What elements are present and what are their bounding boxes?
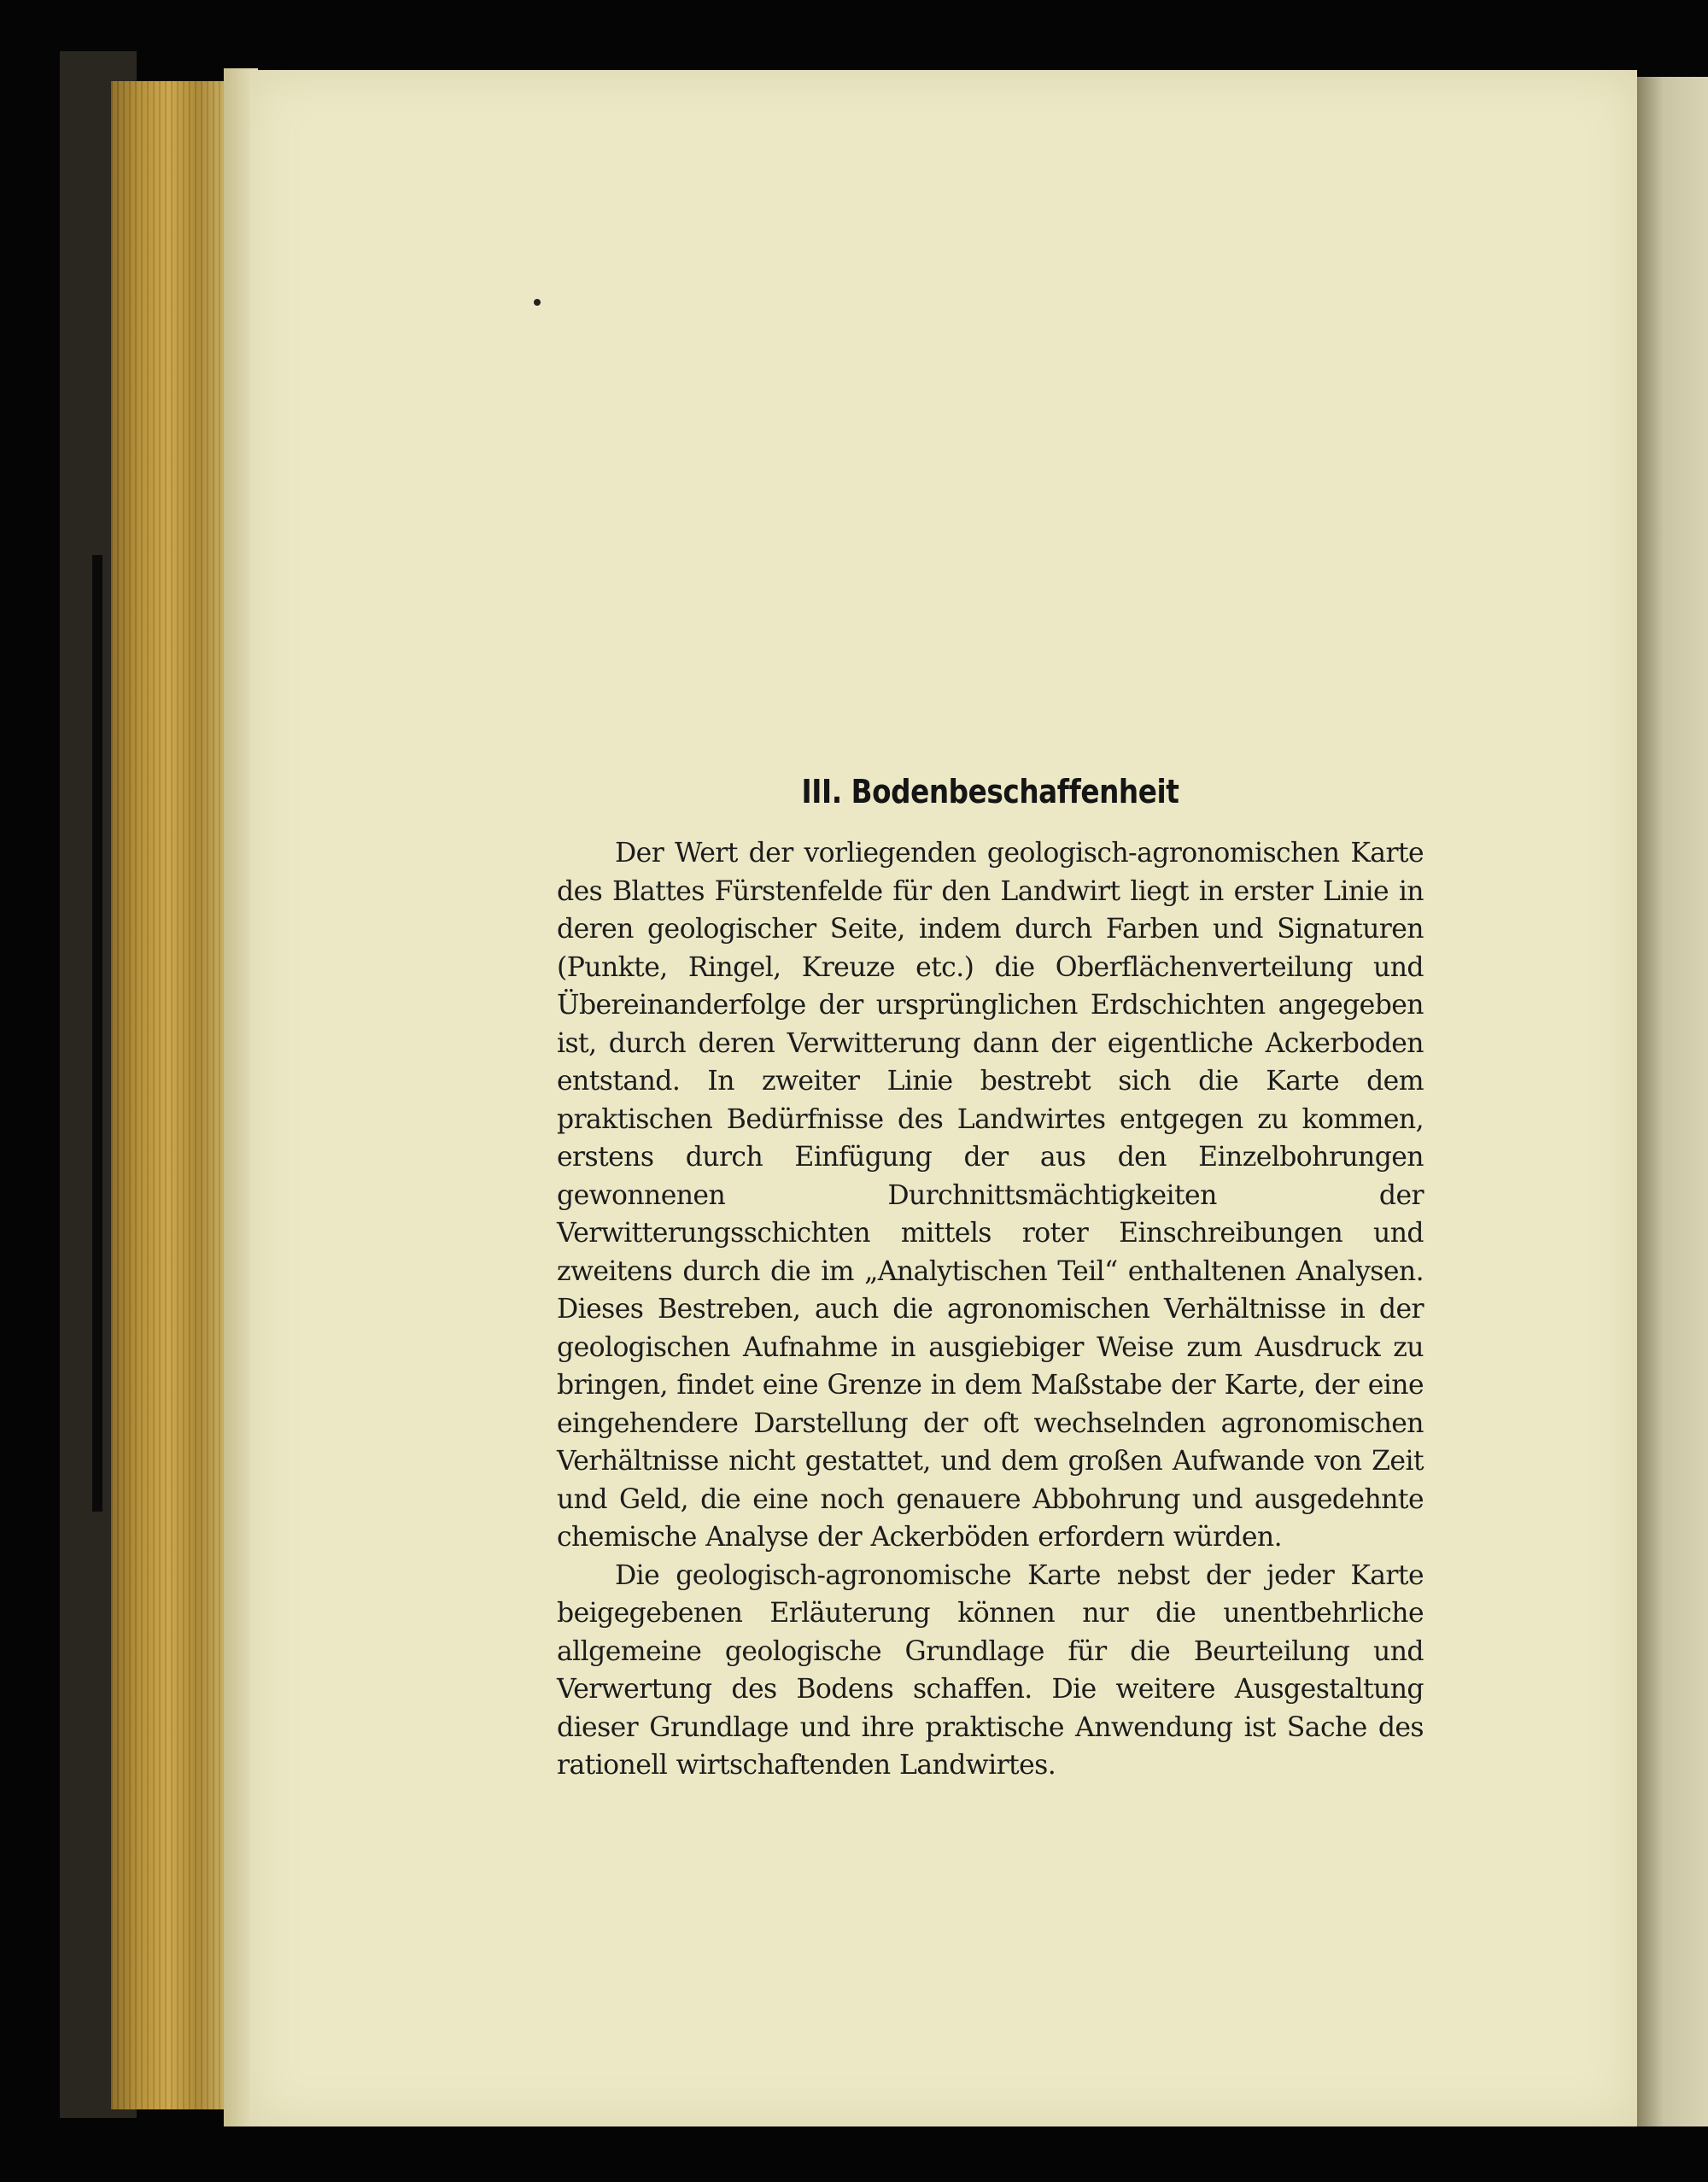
cover-label-strip [92, 555, 102, 1512]
paragraph-1: Der Wert der vorliegenden geologisch-agronomischen Karte des Blattes Fürstenfelde für den Landwirt liegt in erster Linie in deren geologischer Seite, indem durch Farben und Signaturen (Punkte, Ringel, Kreuze etc.) die Oberflächenverteilung und Übereinanderfolge der ursprünglichen Erdschichten angegeben ist, durch deren Verwitterung dann der eigentliche Ackerboden entstand. In zweiter Linie bestrebt sich die Karte dem praktischen Bedürfnisse des Landwirtes entgegen zu kommen, erstens durch Einfügung der aus den Einzelbohrungen gewonnenen Durchnittsmächtigkeiten der Verwitterungsschichten mittels roter Einschreibungen und zweitens durch die im „Analytischen Teil“ enthaltenen Analysen. Dieses Bestreben, auch die agronomischen Verhältnisse in der geologischen Aufnahme in ausgiebiger Weise zum Ausdruck zu bringen, findet eine Grenze in dem Maßstabe der Karte, der eine eingehendere Darstellung der oft wechselnden agronomischen Verhältnisse nicht gestattet, und dem großen Aufwande von Zeit und Geld, die eine noch genauere Abbohrung und ausgedehnte chemische Analyse der Ackerböden erfordern würden. [557, 838, 1424, 1553]
page-edges [111, 81, 226, 2109]
page-content [557, 773, 1424, 1785]
adjacent-page [1627, 77, 1708, 2126]
ink-spot [534, 299, 541, 306]
paragraph-2: Die geologisch-agronomische Karte nebst der jeder Karte beigegebenen Erläuterung können nur die unentbehrliche allgemeine geologische Grundlage für die Beurteilung und Verwertung des Bodens schaffen. Die weitere Ausgestaltung dieser Grundlage und ihre praktische Anwendung ist Sache des rationell wirtschaftenden Landwirtes. [557, 1559, 1424, 1781]
section-heading: III. Bodenbeschaffenheit [801, 773, 1179, 810]
